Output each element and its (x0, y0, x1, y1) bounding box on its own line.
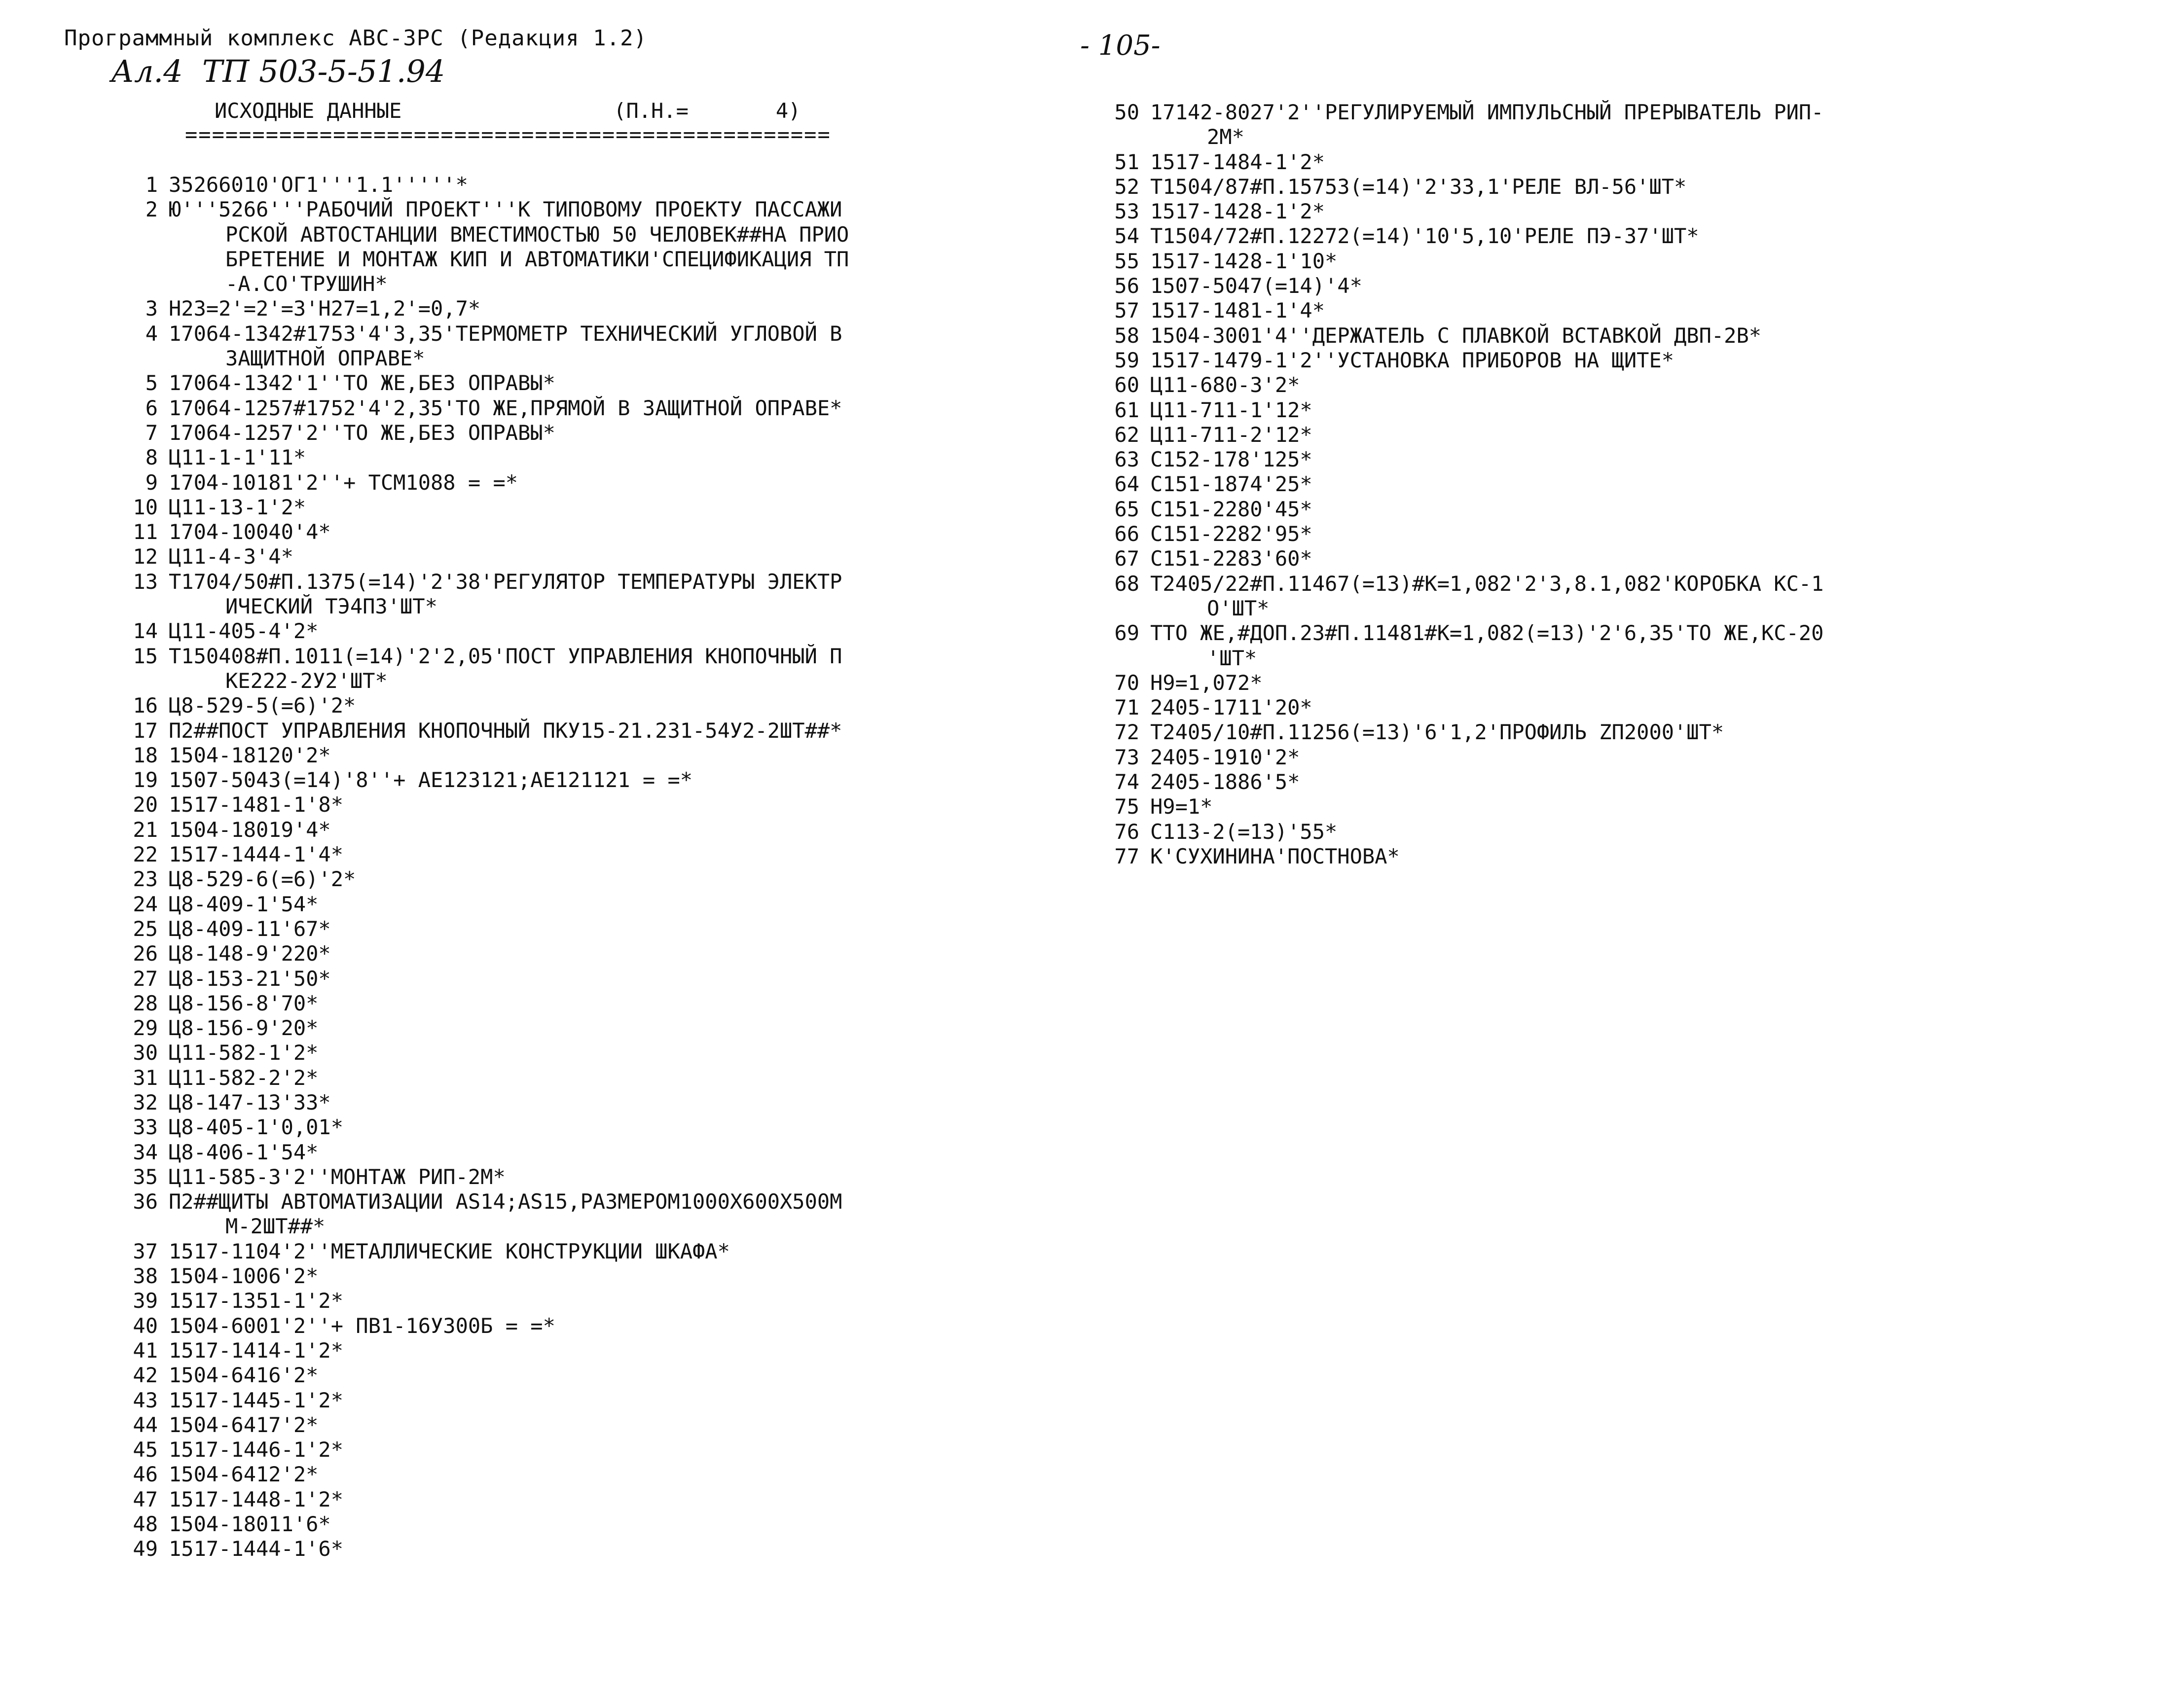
entry-text: 1517-1448-1'2* (169, 1487, 344, 1511)
entry-number: 26 (133, 941, 158, 966)
data-entry (1105, 447, 2067, 472)
entry-text: 1517-1445-1'2* (169, 1388, 344, 1412)
entry-number: 19 (133, 768, 158, 792)
entry-number: 3 (145, 296, 158, 321)
data-entry (1105, 820, 2067, 844)
entry-number: 38 (133, 1264, 158, 1289)
entry-number: 9 (145, 470, 158, 495)
entry-number: 25 (133, 916, 158, 941)
data-entry (1105, 621, 2067, 671)
data-entry (1105, 695, 2067, 720)
entry-text: 1507-5043(=14)'8''+ АЕ123121;АЕ121121 = =* (169, 768, 693, 792)
entry-number: 73 (1114, 745, 1139, 769)
data-entry (123, 1437, 1060, 1462)
data-entry (1105, 150, 2067, 175)
data-entry (123, 197, 1060, 296)
entry-number: 52 (1114, 174, 1139, 199)
data-entry (1105, 373, 2067, 397)
entry-number: 6 (145, 395, 158, 420)
data-entry (123, 296, 1060, 321)
entry-number: 11 (133, 520, 158, 544)
data-entry (1105, 794, 2067, 819)
data-entry (123, 818, 1060, 842)
data-entry (1105, 175, 2067, 199)
entry-text: ТТО ЖЕ,#ДОП.23#П.11481#К=1,082(=13)'2'6,35'ТО ЖЕ,КС-20 (1150, 621, 1824, 646)
entry-text: 1504-18011'6* (169, 1512, 331, 1537)
data-entry (123, 991, 1060, 1016)
entry-text: Ц11-13-1'2* (169, 495, 306, 519)
entry-number: 39 (133, 1289, 158, 1313)
entry-number: 18 (133, 743, 158, 767)
entry-number: 42 (133, 1363, 158, 1388)
data-entry (123, 1140, 1060, 1165)
entry-text: 1517-1444-1'4* (169, 842, 344, 867)
entry-number: 45 (133, 1437, 158, 1462)
entry-text: Ц8-406-1'54* (169, 1140, 319, 1164)
entry-number: 36 (133, 1189, 158, 1214)
entry-text: 2405-1886'5* (1150, 770, 1300, 794)
entry-number: 41 (133, 1338, 158, 1363)
entry-number: 31 (133, 1065, 158, 1090)
data-entry (123, 719, 1060, 743)
data-entry (123, 1165, 1060, 1189)
page-number: - 105- (1080, 30, 1161, 62)
entry-text-continuation: О'ШТ* (1207, 596, 1270, 620)
entry-number: 58 (1114, 323, 1139, 348)
entry-text: Ц11-582-1'2* (169, 1041, 319, 1065)
entry-number: 5 (145, 371, 158, 395)
entry-text: 1517-1428-1'10* (1150, 249, 1338, 273)
data-entry (1105, 199, 2067, 224)
entry-number: 33 (133, 1115, 158, 1140)
entry-text: Ц11-405-4'2* (169, 619, 319, 644)
entry-text-continuation: М-2ШТ##* (225, 1214, 326, 1239)
entry-text: Т2405/10#П.11256(=13)'6'1,2'ПРОФИЛЬ ZП2000'ШТ* (1150, 720, 1724, 745)
entry-number: 48 (133, 1512, 158, 1537)
entry-text: Ц8-148-9'220* (169, 941, 331, 966)
data-entry (1105, 323, 2067, 348)
entry-text: Ц8-529-5(=6)'2* (169, 693, 356, 718)
data-entry (1105, 224, 2067, 249)
entry-number: 17 (133, 718, 158, 743)
entry-text: Ц11-711-1'12* (1150, 397, 1312, 422)
entry-text: 1517-1444-1'6* (169, 1537, 344, 1561)
entry-text: Ц11-4-3'4* (169, 544, 293, 569)
entry-text: С151-2280'45* (1150, 497, 1312, 521)
entry-text-continuation: КЕ222-2У2'ШТ* (225, 668, 388, 693)
entry-text: К'СУХИНИНА'ПОСТНОВА* (1150, 844, 1400, 868)
entry-text: 1507-5047(=14)'4* (1150, 274, 1362, 298)
entry-text: Т1504/87#П.15753(=14)'2'33,1'РЕЛЕ ВЛ-56'ШТ* (1150, 174, 1687, 199)
entry-text: 1504-6001'2''+ ПВ1-16У300Б = =* (169, 1313, 555, 1338)
entry-text: С151-1874'25* (1150, 472, 1312, 497)
data-entry (123, 1512, 1060, 1537)
entry-number: 1 (145, 173, 158, 197)
data-entry (123, 1289, 1060, 1313)
entry-text: Ц8-153-21'50* (169, 966, 331, 991)
entry-text: Т1504/72#П.12272(=14)'10'5,10'РЕЛЕ ПЭ-37'ШТ* (1150, 224, 1699, 249)
data-entry (123, 792, 1060, 817)
entry-number: 72 (1114, 720, 1139, 745)
data-entry (1105, 100, 2067, 150)
entry-text: 1517-1104'2''МЕТАЛЛИЧЕСКИЕ КОНСТРУКЦИИ ШКАФА* (169, 1239, 730, 1263)
data-entry (123, 1388, 1060, 1413)
data-entry (1105, 546, 2067, 571)
entry-text: С151-2283'60* (1150, 546, 1312, 571)
entry-text: П2##ПОСТ УПРАВЛЕНИЯ КНОПОЧНЫЙ ПКУ15-21.231-54У2-2ШТ##* (169, 718, 842, 743)
entry-number: 51 (1114, 149, 1139, 174)
program-header: Программный комплекс АВС-3РС (Редакция 1.2) (64, 26, 648, 51)
entry-text: Ц8-156-9'20* (169, 1016, 319, 1041)
entry-number: 44 (133, 1412, 158, 1437)
data-entry (123, 1413, 1060, 1437)
entry-text: С113-2(=13)'55* (1150, 819, 1338, 844)
entry-text: Ц11-585-3'2''МОНТАЖ РИП-2М* (169, 1164, 506, 1189)
handwritten-sheet-id: Ал.4 ТП 503-5-51.94 (111, 53, 445, 89)
entry-text: 1517-1481-1'4* (1150, 298, 1325, 323)
entry-text: Ц8-405-1'0,01* (169, 1115, 344, 1140)
data-entry (123, 941, 1060, 966)
entry-text: 1504-6416'2* (169, 1363, 319, 1388)
entry-text: 1504-18019'4* (169, 817, 331, 842)
data-entry (123, 322, 1060, 371)
entry-text-continuation: ЗАЩИТНОЙ ОПРАВЕ* (225, 346, 425, 371)
entry-number: 21 (133, 817, 158, 842)
entry-text-continuation: -А.СО'ТРУШИН* (225, 272, 388, 296)
entry-text: Ц8-529-6(=6)'2* (169, 867, 356, 892)
entry-text: С152-178'125* (1150, 447, 1312, 472)
entry-text: 1704-10040'4* (169, 520, 331, 544)
entry-number: 71 (1114, 695, 1139, 720)
entry-number: 47 (133, 1487, 158, 1511)
entry-text: 17142-8027'2''РЕГУЛИРУЕМЫЙ ИМПУЛЬСНЫЙ ПРЕРЫВАТЕЛЬ РИП- (1150, 100, 1824, 124)
entry-text: 1517-1351-1'2* (169, 1289, 344, 1313)
data-entry (123, 1363, 1060, 1388)
data-entry (123, 644, 1060, 694)
entry-number: 34 (133, 1140, 158, 1164)
entry-text: 17064-1257#1752'4'2,35'ТО ЖЕ,ПРЯМОЙ В ЗАЩИТНОЙ ОПРАВЕ* (169, 395, 842, 420)
entry-text: Ц11-1-1'11* (169, 445, 306, 470)
entry-text: 1517-1484-1'2* (1150, 149, 1325, 174)
entry-number: 14 (133, 619, 158, 644)
entry-number: 24 (133, 892, 158, 916)
data-entry (123, 396, 1060, 421)
entry-text-continuation: 'ШТ* (1207, 646, 1257, 670)
data-entry (123, 917, 1060, 941)
data-entry (123, 1090, 1060, 1115)
entry-text: Н23=2'=2'=3'Н27=1,2'=0,7* (169, 296, 481, 321)
entry-text: 17064-1257'2''ТО ЖЕ,БЕЗ ОПРАВЫ* (169, 420, 555, 445)
entry-text: 1504-3001'4''ДЕРЖАТЕЛЬ С ПЛАВКОЙ ВСТАВКОЙ ДВП-2В* (1150, 323, 1762, 348)
entry-number: 74 (1114, 770, 1139, 794)
data-entry (123, 1264, 1060, 1289)
entry-number: 30 (133, 1041, 158, 1065)
data-entry (1105, 298, 2067, 323)
entry-text: П2##ЩИТЫ АВТОМАТИЗАЦИИ AS14;AS15,РАЗМЕРОМ1000Х600Х500М (169, 1189, 842, 1214)
entry-text: 2405-1711'20* (1150, 695, 1312, 720)
entry-number: 68 (1114, 571, 1139, 596)
data-entry (123, 892, 1060, 917)
entry-number: 75 (1114, 794, 1139, 819)
entry-number: 77 (1114, 844, 1139, 868)
data-entry (1105, 274, 2067, 298)
entry-text: Ц11-680-3'2* (1150, 373, 1300, 397)
entry-text: Ц8-156-8'70* (169, 991, 319, 1015)
data-entry (123, 1537, 1060, 1561)
entry-text: Ц11-711-2'12* (1150, 422, 1312, 447)
entry-text: 1504-18120'2* (169, 743, 331, 767)
entry-number: 67 (1114, 546, 1139, 571)
entry-text-continuation: 2М* (1207, 125, 1244, 149)
entry-text: 17064-1342#1753'4'3,35'ТЕРМОМЕТР ТЕХНИЧЕСКИЙ УГЛОВОЙ В (169, 321, 842, 346)
data-entry (1105, 745, 2067, 770)
entry-text: Т2405/22#П.11467(=13)#К=1,082'2'3,8.1,082'КОРОБКА КС-1 (1150, 571, 1824, 596)
entry-number: 20 (133, 792, 158, 817)
entry-number: 46 (133, 1462, 158, 1487)
entry-number: 37 (133, 1239, 158, 1263)
data-entry (123, 1016, 1060, 1041)
data-entry (123, 544, 1060, 569)
entry-text-continuation: РСКОЙ АВТОСТАНЦИИ ВМЕСТИМОСТЬЮ 50 ЧЕЛОВЕК##НА ПРИО (225, 222, 849, 247)
entry-number: 28 (133, 991, 158, 1015)
data-entry (123, 842, 1060, 867)
entry-number: 62 (1114, 422, 1139, 447)
entry-number: 60 (1114, 373, 1139, 397)
data-entry (123, 371, 1060, 395)
title-rule: ================================================ (185, 122, 831, 146)
data-entry (1105, 844, 2067, 869)
entry-text: Ц11-582-2'2* (169, 1065, 319, 1090)
entry-number: 50 (1114, 100, 1139, 124)
entry-number: 43 (133, 1388, 158, 1412)
data-entry (123, 1115, 1060, 1140)
data-entry (1105, 770, 2067, 794)
data-entry (1105, 572, 2067, 621)
entry-number: 61 (1114, 397, 1139, 422)
entry-text: 2405-1910'2* (1150, 745, 1300, 769)
entry-number: 55 (1114, 249, 1139, 273)
entries-column-right (1105, 100, 2067, 869)
data-entry (123, 520, 1060, 544)
entry-number: 65 (1114, 497, 1139, 521)
entry-text: 1517-1414-1'2* (169, 1338, 344, 1363)
data-entry (1105, 497, 2067, 522)
entry-number: 4 (145, 321, 158, 346)
entry-number: 76 (1114, 819, 1139, 844)
entry-number: 10 (133, 495, 158, 519)
entry-text: Т1704/50#П.1375(=14)'2'38'РЕГУЛЯТОР ТЕМПЕРАТУРЫ ЭЛЕКТР (169, 569, 842, 594)
entry-number: 64 (1114, 472, 1139, 497)
data-entry (123, 743, 1060, 768)
entry-text: 1517-1428-1'2* (1150, 199, 1325, 224)
data-entry (1105, 472, 2067, 497)
data-entry (123, 619, 1060, 644)
entry-number: 7 (145, 420, 158, 445)
data-entry (1105, 522, 2067, 546)
data-entry (123, 867, 1060, 892)
entry-text: 1517-1481-1'8* (169, 792, 344, 817)
data-entry (1105, 720, 2067, 745)
entry-text: Ю'''5266'''РАБОЧИЙ ПРОЕКТ'''К ТИПОВОМУ ПРОЕКТУ ПАССАЖИ (169, 197, 842, 222)
data-entry (1105, 671, 2067, 695)
entry-number: 40 (133, 1313, 158, 1338)
entry-text: 1517-1479-1'2''УСТАНОВКА ПРИБОРОВ НА ЩИТЕ* (1150, 348, 1674, 372)
data-entry (123, 1239, 1060, 1264)
entry-number: 53 (1114, 199, 1139, 224)
entry-text: 1504-6417'2* (169, 1412, 319, 1437)
entry-number: 57 (1114, 298, 1139, 323)
data-entry (1105, 398, 2067, 423)
entry-number: 12 (133, 544, 158, 569)
data-entry (1105, 249, 2067, 274)
entry-number: 13 (133, 569, 158, 594)
data-entry (1105, 423, 2067, 447)
entry-text: 1504-6412'2* (169, 1462, 319, 1487)
entry-text: Т150408#П.1011(=14)'2'2,05'ПОСТ УПРАВЛЕНИЯ КНОПОЧНЫЙ П (169, 644, 842, 668)
entry-text: 1517-1446-1'2* (169, 1437, 344, 1462)
entry-number: 66 (1114, 522, 1139, 546)
data-entry (123, 495, 1060, 520)
data-entry (1105, 348, 2067, 373)
entry-number: 15 (133, 644, 158, 668)
entry-text-continuation: ИЧЕСКИЙ ТЭ4ПЗ'ШТ* (225, 594, 437, 619)
entry-number: 35 (133, 1164, 158, 1189)
data-entry (123, 421, 1060, 445)
entry-text: 1504-1006'2* (169, 1264, 319, 1289)
data-entry (123, 1462, 1060, 1487)
entry-text: Ц8-409-1'54* (169, 892, 319, 916)
data-entry (123, 1487, 1060, 1512)
entry-number: 29 (133, 1016, 158, 1041)
entry-number: 27 (133, 966, 158, 991)
entry-number: 56 (1114, 274, 1139, 298)
entry-number: 22 (133, 842, 158, 867)
entry-text-continuation: БРЕТЕНИЕ И МОНТАЖ КИП И АВТОМАТИКИ'СПЕЦИФИКАЦИЯ ТП (225, 247, 849, 271)
entry-number: 63 (1114, 447, 1139, 472)
data-entry (123, 570, 1060, 619)
entry-number: 16 (133, 693, 158, 718)
entry-number: 49 (133, 1537, 158, 1561)
entry-number: 59 (1114, 348, 1139, 372)
section-title: ИСХОДНЫЕ ДАННЫЕ (П.Н.= 4) (215, 99, 801, 123)
data-entry (123, 1189, 1060, 1239)
entry-text: 35266010'ОГ1'''1.1'''''* (169, 173, 468, 197)
data-entry (123, 693, 1060, 718)
data-entry (123, 768, 1060, 792)
data-entry (123, 967, 1060, 991)
entry-text: Н9=1,072* (1150, 670, 1263, 695)
entry-text: Н9=1* (1150, 794, 1213, 819)
entry-text: 17064-1342'1''ТО ЖЕ,БЕЗ ОПРАВЫ* (169, 371, 555, 395)
data-entry (123, 470, 1060, 495)
entry-text: 1704-10181'2''+ ТСМ1088 = =* (169, 470, 518, 495)
entry-text: Ц8-409-11'67* (169, 916, 331, 941)
entry-number: 54 (1114, 224, 1139, 249)
data-entry (123, 1338, 1060, 1363)
entry-number: 32 (133, 1090, 158, 1114)
entry-number: 70 (1114, 670, 1139, 695)
data-entry (123, 173, 1060, 197)
data-entry (123, 1041, 1060, 1065)
entry-number: 23 (133, 867, 158, 892)
entries-column-left (123, 173, 1060, 1562)
data-entry (123, 1066, 1060, 1090)
entry-text: С151-2282'95* (1150, 522, 1312, 546)
data-entry (123, 1314, 1060, 1338)
entry-number: 69 (1114, 621, 1139, 646)
entry-number: 2 (145, 197, 158, 222)
entry-number: 8 (145, 445, 158, 470)
data-entry (123, 445, 1060, 470)
entry-text: Ц8-147-13'33* (169, 1090, 331, 1114)
